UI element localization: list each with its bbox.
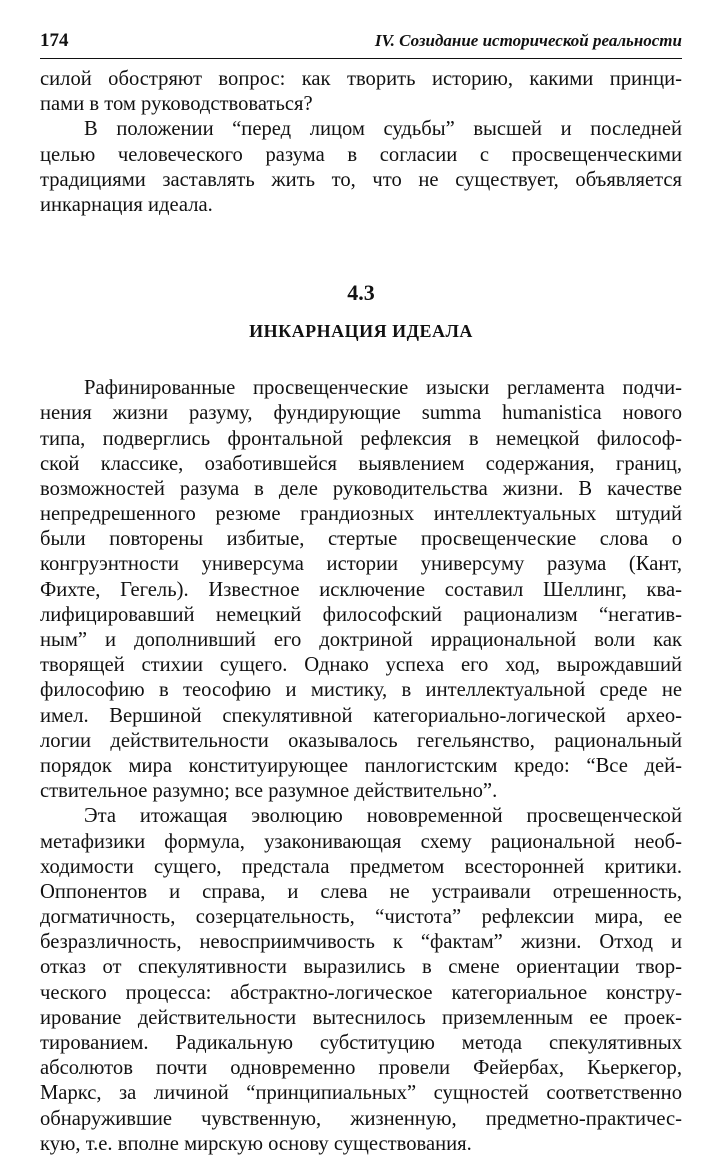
- text-line: ческого процесса: абстрактно-логическое категориальное констру-: [40, 981, 682, 1004]
- text-line: были повторены избитые, стертые просвещенческие слова о: [40, 528, 682, 551]
- text-line: философию в теософию и мистику, в интеллектуальной среде не: [40, 679, 682, 702]
- text-line: догматичность, созерцательность, “чистота” рефлексии мира, ее: [40, 906, 682, 929]
- page-number: 174: [40, 30, 69, 51]
- text-line: лифицировавший немецкий философский рационализм “негатив-: [40, 603, 682, 626]
- paragraph: [40, 67, 682, 117]
- text-line: отказ от спекулятивности выразились в смене ориентации твор-: [40, 956, 682, 979]
- text-line: возможностей разума в деле руководительства жизни. В качестве: [40, 477, 682, 500]
- text-line: кую, т.е. вполне мирскую основу существования.: [40, 1132, 472, 1155]
- text-line: Оппонентов и справа, и слева не устраивали отрешенность,: [40, 880, 682, 903]
- text-line: безразличность, невосприимчивость к “фактам” жизни. Отход и: [40, 931, 682, 954]
- text-line: конгруэнтности универсума истории универсуму разума (Кант,: [40, 553, 682, 576]
- text-line: обнаружившие чувственную, жизненную, предметно-практичес-: [40, 1107, 682, 1130]
- section-number: 4.3: [347, 280, 375, 306]
- section-body: [40, 376, 682, 1157]
- text-line: порядок мира конституирующее панлогистским кредо: “Все дей-: [40, 754, 682, 777]
- text-line: нения жизни разуму, фундирующие summa humanistica нового: [40, 402, 682, 425]
- text-line: ходимости сущего, предстала предметом всесторонней критики.: [40, 855, 682, 878]
- text-line: инкарнация идеала.: [40, 193, 213, 216]
- text-line: традициями заставлять жить то, что не существует, объявляется: [40, 168, 682, 191]
- paragraph: [40, 117, 682, 218]
- text-line: Эта итожащая эволюцию нововременной просвещенческой: [84, 805, 682, 828]
- paragraph: [40, 376, 682, 804]
- text-line: ирование действительности вытеснилось приземленным ее проек-: [40, 1006, 682, 1029]
- chapter-title: IV. Созидание исторической реальности: [374, 31, 682, 50]
- section-title: ИНКАРНАЦИЯ ИДЕАЛА: [249, 321, 473, 342]
- intro-text: [40, 67, 682, 218]
- book-page: [40, 30, 682, 1157]
- text-line: метафизики формула, узаконивающая схему рациональной необ-: [40, 830, 682, 853]
- paragraph: [40, 804, 682, 1157]
- text-line: творящей стихии сущего. Однако успеха его ход, вырождавший: [40, 654, 682, 677]
- text-line: имел. Вершиной спекулятивной категориально-логической архео-: [40, 704, 682, 727]
- text-line: типа, подверглись фронтальной рефлексия в немецкой философ-: [40, 427, 682, 450]
- text-line: ствительное разумно; все разумное действительно”.: [40, 780, 498, 803]
- text-line: логии действительности оказывалось гегельянство, рациональный: [40, 729, 682, 752]
- running-header: [40, 30, 682, 59]
- text-line: абсолютов почти одновременно провели Фейербах, Кьеркегор,: [40, 1057, 682, 1080]
- text-line: силой обостряют вопрос: как творить историю, какими принци-: [40, 68, 682, 90]
- text-line: ным” и дополнивший его доктриной иррациональной воли как: [40, 629, 682, 651]
- text-line: тированием. Радикальную субституцию метода спекулятивных: [40, 1032, 682, 1054]
- text-line: пами в том руководствоваться?: [40, 93, 313, 116]
- text-line: Рафинированные просвещенческие изыски регламента подчи-: [84, 377, 682, 400]
- text-line: Фихте, Гегель). Известное исключение составил Шеллинг, ква-: [40, 578, 682, 601]
- text-line: целью человеческого разума в согласии с просвещенческими: [40, 143, 682, 166]
- text-line: непредрешенного резюме грандиозных интеллектуальных штудий: [40, 503, 682, 526]
- text-line: ской классике, озаботившейся выявлением содержания, границ,: [40, 452, 682, 475]
- text-line: Маркс, за личиной “принципиальных” сущностей соответственно: [40, 1082, 682, 1105]
- text-line: В положении “перед лицом судьбы” высшей и последней: [84, 118, 682, 141]
